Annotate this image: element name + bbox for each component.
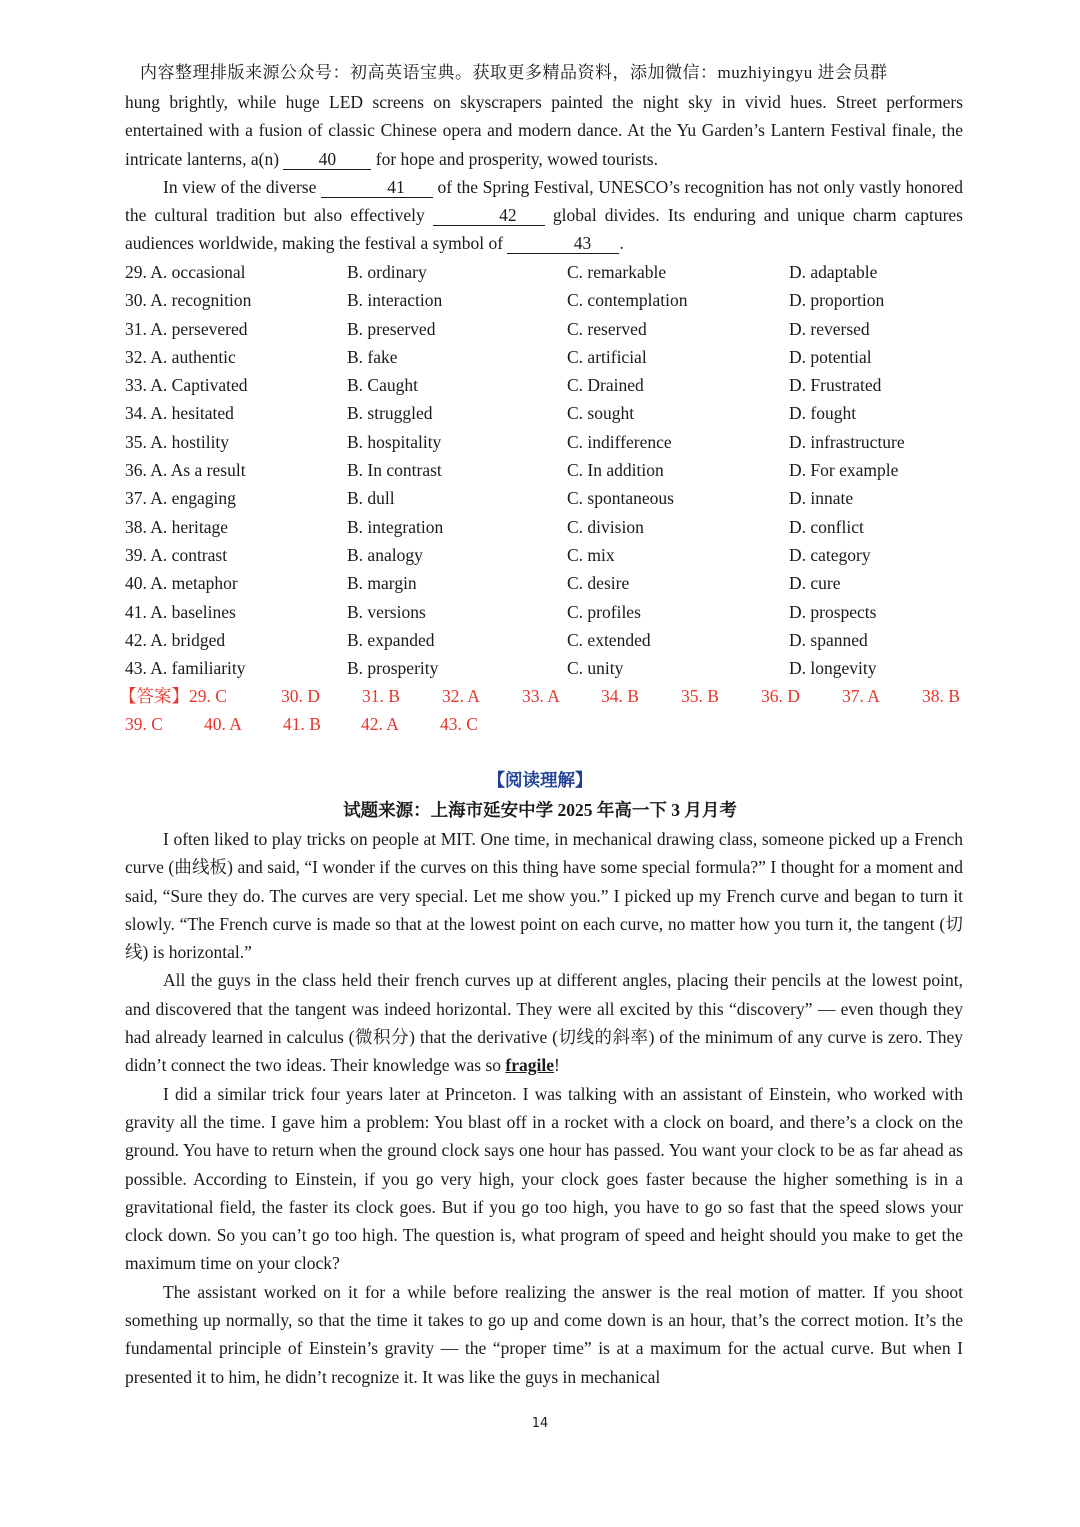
question-row: 38. A. heritage B. integration C. division D. conflict [125, 516, 864, 537]
page-number: 14 [531, 1416, 549, 1431]
cloze-passage [125, 88, 963, 258]
question-source: 试题来源：上海市延安中学 2025 年高一下 3 月月考 [343, 800, 737, 820]
question-options [125, 258, 965, 682]
question-row: 41. A. baselines B. versions C. profiles D. prospects [125, 601, 877, 622]
reading-paragraph-1: I often liked to play tricks on people at MIT. One time, in mechanical drawing class, someone picked up a French curve (曲线板) and said, “I wonder if the curves on this thing have some special formula?” I thought for a moment and said, “Sure they do. The curves are very special. Let me show you.” I picked up my French curve and began to turn it slowly. “The French curve is made so that at the lowest point on each curve, no matter how you turn it, the tangent (切线) is horizontal.” [125, 829, 963, 963]
answer-key [119, 682, 965, 739]
reading-paragraph-2: All the guys in the class held their french curves up at different angles, placing their pencils at the lowest point, and discovered that the tangent was indeed horizontal. They were all excited by this “discovery” — even though they had already learned in calculus (微积分) that the derivative (切线的斜率) of the minimum of any curve is zero. They didn’t connect the two ideas. Their knowledge was so fragile! [125, 970, 963, 1076]
question-row: 35. A. hostility B. hospitality C. indifference D. infrastructure [125, 431, 905, 452]
answer-row-1: 【答案】29. C 30. D 31. B 32. A 33. A 34. B 35. B 36. D 37. A 38. B [119, 686, 960, 706]
question-row: 34. A. hesitated B. struggled C. sought D. fought [125, 403, 857, 424]
reading-paragraph-3: I did a similar trick four years later at Princeton. I was talking with an assistant of Einstein, who worked with gravity all the time. I gave him a problem: You blast off in a rocket with a clock on board, and there’s a clock on the ground. You have to return when the ground clock says one hour has passed. You want your clock to be as far ahead as possible. According to Einstein, if you go very high, your clock goes faster because the higher something is in a gravitational field, the faster its clock goes. But if you go too high, you have to go so fast that the speed slows your clock down. So you can’t go too high. The question is, what program of speed and height should you make to get the maximum time on your clock? [125, 1083, 963, 1274]
question-row: 30. A. recognition B. interaction C. contemplation D. proportion [125, 290, 885, 311]
reading-paragraph-4: The assistant worked on it for a while before realizing the answer is the real motion of matter. If you shoot something up normally, so that the time it takes to go up and come down is an hour, that’s the correct motion. It’s the fundamental principle of Einstein’s gravity — the “proper time” is at a maximum for the actual curve. But when I presented it to him, he didn’t recognize it. It was like the guys in mechanical [125, 1281, 963, 1387]
blank-42: 42 [433, 205, 545, 226]
reading-passage [125, 825, 963, 1391]
blank-41: 41 [321, 177, 433, 198]
question-row: 31. A. persevered B. preserved C. reserved D. reversed [125, 318, 870, 339]
question-row: 39. A. contrast B. analogy C. mix D. category [125, 544, 871, 565]
question-row: 32. A. authentic B. fake C. artificial D. potential [125, 346, 872, 367]
source-header: 内容整理排版来源公众号：初高英语宝典。获取更多精品资料，添加微信：muzhiyingyu 进会员群 [140, 63, 888, 82]
question-row: 33. A. Captivated B. Caught C. Drained D. Frustrated [125, 375, 882, 396]
question-row: 42. A. bridged B. expanded C. extended D. spanned [125, 629, 868, 650]
passage-paragraph-1: hung brightly, while huge LED screens on skyscrapers painted the night sky in vivid hues. Street performers entertained with a fusion of classic Chinese opera and modern dance. At the Yu Garden’s Lantern Festival finale, the intricate lanterns, a(n) 40 for hope and prosperity, wowed tourists. [125, 92, 963, 169]
question-row: 37. A. engaging B. dull C. spontaneous D. innate [125, 488, 854, 509]
passage-paragraph-2: In view of the diverse 41 of the Spring Festival, UNESCO’s recognition has not only vastly honored the cultural tradition but also effectively 42 global divides. Its enduring and unique charm captures audiences worldwide, making the festival a symbol of 43 . [125, 176, 963, 254]
question-row: 36. A. As a result B. In contrast C. In addition D. For example [125, 460, 899, 481]
answer-row-2: 39. C 40. A 41. B 42. A 43. C [125, 714, 478, 735]
blank-40: 40 [283, 149, 371, 170]
question-row: 40. A. metaphor B. margin C. desire D. cure [125, 573, 841, 594]
highlighted-word: fragile [505, 1055, 554, 1076]
question-row: 29. A. occasional B. ordinary C. remarkable D. adaptable [125, 262, 878, 282]
section-title: 【阅读理解】 [487, 770, 593, 790]
question-row: 43. A. familiarity B. prosperity C. unity D. longevity [125, 658, 877, 679]
blank-43: 43 [507, 233, 619, 254]
